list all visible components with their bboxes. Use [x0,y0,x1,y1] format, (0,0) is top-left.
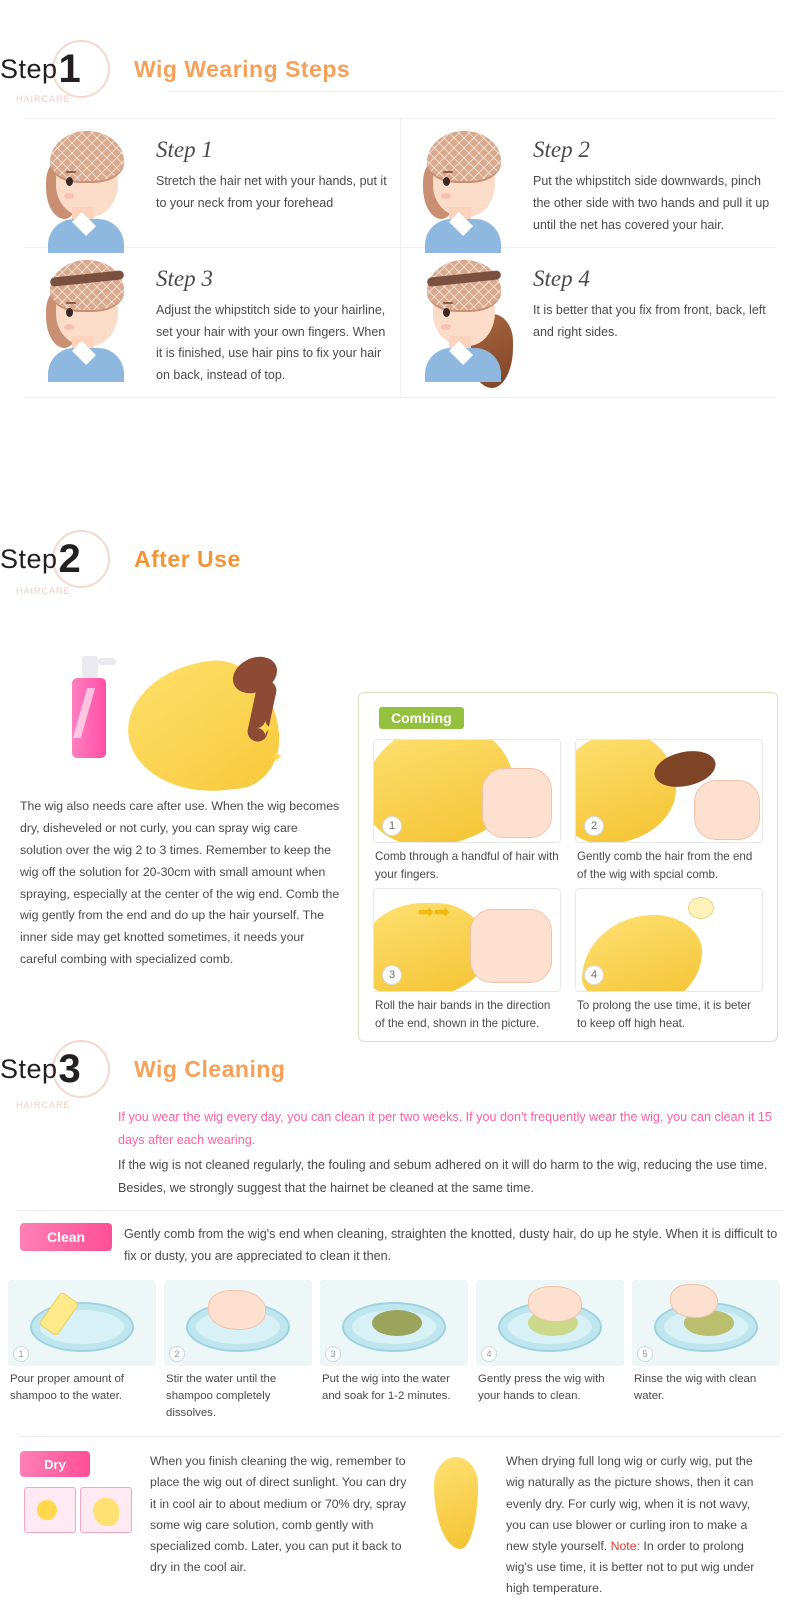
step-card-2-text [527,127,770,237]
combing-item-2 [575,739,763,884]
cheek-shape [441,193,451,199]
sparkle-icon: ✦ [270,749,284,766]
step1-number: 1 [58,47,81,91]
wash-caption-2: Stir the water until the shampoo completely dissolves. [166,1372,277,1420]
wash-steps-grid [8,1280,792,1422]
step2-title: After Use [134,545,241,572]
hand-shape [528,1286,582,1322]
dry-tag: Dry [20,1451,90,1477]
step2-header [0,528,800,590]
wash-image-5 [632,1280,780,1366]
wash-number-5: 5 [637,1346,653,1362]
step-card-3 [24,248,400,398]
dry-note-text: In order to prolong wig's use time, it is better not to put wig under high temperature. [506,1538,755,1596]
step-card-1-desc: Stretch the hair net with your hands, put it to your neck from your forehead [156,174,387,210]
wash-caption-1: Pour proper amount of shampoo to the water. [10,1372,124,1403]
wash-step-4 [476,1280,624,1422]
wash-image-3 [320,1280,468,1366]
step3-number: 3 [58,1047,81,1091]
combing-caption-4: To prolong the use time, it is beter to keep off high heat. [577,998,751,1030]
hand-shape [670,1284,718,1318]
brow-shape [443,302,453,304]
dry-block [20,1451,780,1599]
combing-number-1: 1 [382,816,402,836]
step-card-4-desc: It is better that you fix from front, back, left and right sides. [533,302,766,339]
cleaning-intro-gray: If the wig is not cleaned regularly, the fouling and sebum adhered on it will do harm to the wig, reducing the use time. Besides, we strongly suggest that the hairnet be cleaned at the same time. [118,1157,768,1195]
step3-header [0,1038,800,1100]
hand-shape [208,1290,266,1330]
hand-shape [694,780,760,840]
illustration-step-4 [407,256,527,388]
illustration-step-1 [30,127,150,237]
cheek-shape [64,193,74,199]
wash-image-2 [164,1280,312,1366]
hand-shape [482,768,552,838]
eye-shape [66,308,73,317]
eye-shape [443,177,450,186]
step-card-4 [400,248,776,398]
combing-number-3: 3 [382,965,402,985]
step1-badge [0,38,120,100]
step2-badge [0,528,120,590]
combing-image-1 [373,739,561,843]
combing-grid [373,739,763,1037]
sun-icon [37,1500,57,1520]
step-card-2 [400,119,776,247]
dry-text-col-1: When you finish cleaning the wig, remember to place the wig out of direct sunlight. You can dry it in cool air to about medium or 70% dry, spray some wig care solution, comb gently with specialized comb. Later, you can put it back to dry in the cool air. [150,1454,407,1574]
cheek-shape [64,324,74,330]
step2-number: 2 [58,537,81,581]
combing-image-4 [575,888,763,992]
combing-item-3 [373,888,561,1033]
wash-number-3: 3 [325,1346,341,1362]
illustration-spray-wig [20,622,350,792]
hair-tie-shape [688,897,714,919]
dry-card-wig [80,1487,132,1533]
wash-image-4 [476,1280,624,1366]
illustration-dry [20,1451,140,1571]
combing-image-2 [575,739,763,843]
section-wig-cleaning [0,1038,800,1599]
step1-header [0,38,800,100]
combing-image-3 [373,888,561,992]
illustration-step-3 [30,256,150,388]
dry-text-col-2-body: When drying full long wig or curly wig, put the wig naturally as the picture shows, then it can evenly dry. For curly wig, when it is not wavy, you can use blower or curling iron to make a new style yourself. [506,1454,754,1553]
combing-caption-2: Gently comb the hair from the end of the wig with spcial comb. [577,850,753,881]
blond-tail-shape [434,1457,478,1549]
wash-caption-5: Rinse the wig with clean water. [634,1372,757,1403]
sparkle-icon: ✦ [256,716,275,741]
wash-step-1 [8,1280,156,1422]
step2-word: Step [0,543,58,574]
step3-watermark: HAIRCARE [16,1100,71,1110]
hand-shape [470,909,552,983]
bottle-cap-shape [82,656,98,678]
dry-card-sun [24,1487,76,1533]
wash-number-1: 1 [13,1346,29,1362]
direction-arrow-icon: ➟➟ [418,901,450,923]
step-card-1-label: Step 1 [156,137,213,162]
brow-shape [66,302,76,304]
step-card-4-label: Step 4 [533,265,590,291]
clean-block [20,1223,780,1268]
dry-text-col-2 [496,1451,780,1599]
wash-step-3 [320,1280,468,1422]
cheek-shape [441,324,451,330]
step-card-4-text [527,256,770,388]
step-card-1-text [150,127,394,237]
combing-caption-1: Comb through a handful of hair with your fingers. [375,850,559,881]
wash-image-1 [8,1280,156,1366]
illustration-step-2 [407,127,527,237]
dry-divider [18,1436,782,1437]
after-use-body [0,604,800,1030]
combing-caption-3: Roll the hair bands in the direction of the end, shown in the picture. [375,998,551,1030]
wig-shape [372,1310,422,1336]
step-card-1 [24,119,400,247]
step1-watermark: HAIRCARE [16,94,71,104]
bottle-nozzle-shape [98,658,116,665]
combing-tag: Combing [379,707,464,729]
dry-note-label: Note: [610,1538,640,1553]
combing-item-1 [373,739,561,884]
after-use-paragraph: The wig also needs care after use. When the wig becomes dry, disheveled or not curly, you can spray wig care solution over the wig 2 to 3 times. Remember to keep the wig off the solution for 20-30cm with small amount when spraying, especially at the center of the wig end. Comb the wig gently from the end and do up the hair yourself. The inner side may get knotted sometimes, it needs your careful combing with specialized comb. [20,799,340,967]
section-wig-wearing-steps [0,38,800,398]
combing-panel [358,692,778,1042]
step-card-3-desc: Adjust the whipstitch side to your hairline, set your hair with your own fingers. When it is finished, use hair pins to fix your hair on back, instead of top. [156,302,386,383]
steps-row-2 [24,248,776,399]
section-after-use [0,528,800,1030]
wash-caption-4: Gently press the wig with your hands to clean. [478,1372,605,1403]
step3-word: Step [0,1053,58,1084]
step1-title: Wig Wearing Steps [134,55,351,82]
step3-title: Wig Cleaning [134,1055,286,1082]
eye-shape [66,177,73,186]
step-card-2-desc: Put the whipstitch side downwards, pinch the other side with two hands and pull it up until the net has covered your hair. [533,174,770,232]
combing-number-4: 4 [584,965,604,985]
brow-shape [66,171,76,173]
hair-net-shape [427,131,501,181]
brow-shape [443,171,453,173]
wig-shape [93,1498,119,1526]
cleaning-divider [18,1210,782,1211]
clean-text: Gently comb from the wig's end when cleaning, straighten the knotted, dusty hair, do up he style. When it is difficult to fix or dusty, you are appreciated to clean it then. [124,1226,778,1264]
clean-tag: Clean [20,1223,112,1251]
combing-item-4 [575,888,763,1033]
steps-grid [24,118,776,398]
step-card-3-label: Step 3 [156,265,213,291]
wash-step-5 [632,1280,780,1422]
step-card-3-text [150,256,394,388]
wash-number-4: 4 [481,1346,497,1362]
header-divider [170,91,782,92]
cleaning-intro [118,1106,776,1200]
hair-net-shape [50,131,124,181]
combing-number-2: 2 [584,816,604,836]
step3-badge [0,1038,120,1100]
step-card-2-label: Step 2 [533,137,590,162]
illustration-dry-tail [424,1451,496,1599]
eye-shape [443,308,450,317]
wash-number-2: 2 [169,1346,185,1362]
wash-caption-3: Put the wig into the water and soak for 1-2 minutes. [322,1372,451,1403]
steps-row-1 [24,119,776,248]
step1-word: Step [0,53,58,84]
step2-watermark: HAIRCARE [16,586,71,596]
cleaning-intro-pink: If you wear the wig every day, you can clean it per two weeks. If you don't frequently wear the wig, you can clean it 15 days after each wearing. [118,1110,772,1147]
wash-step-2 [164,1280,312,1422]
